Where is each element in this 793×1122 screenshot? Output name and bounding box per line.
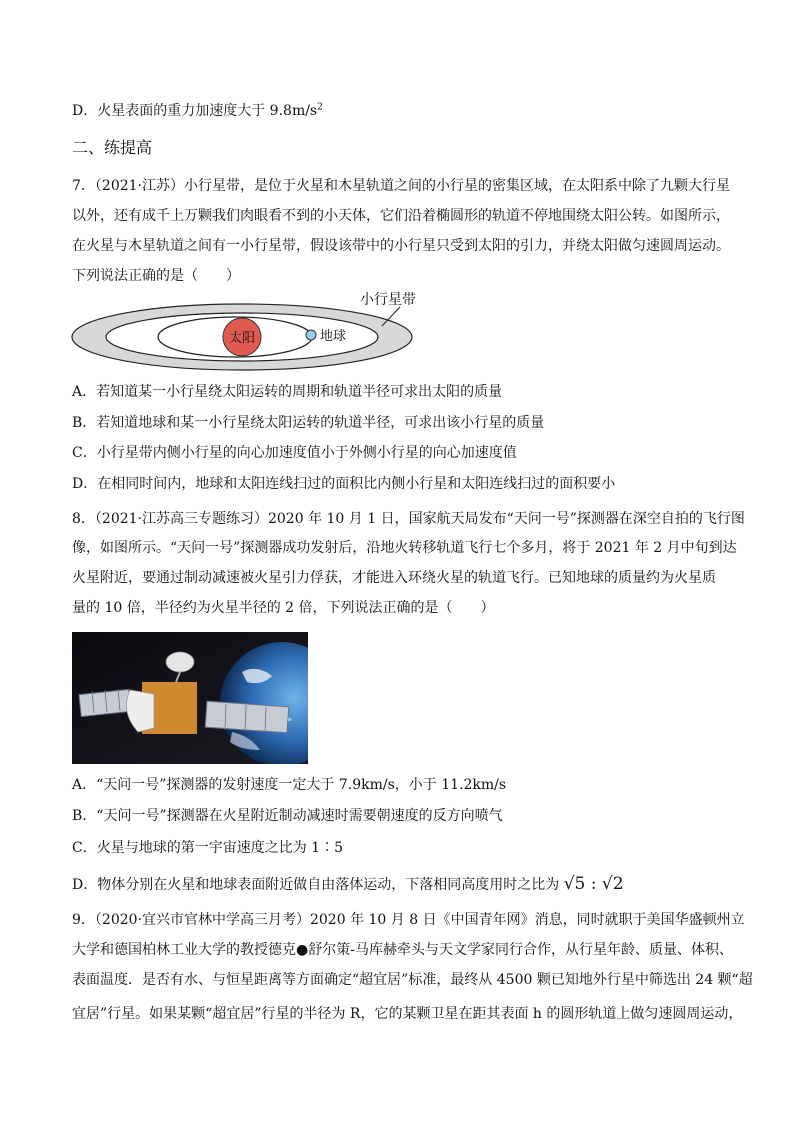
question-7-line: 以外，还有成千上万颗我们肉眼看不到的小天体，它们沿着椭圆形的轨道不停地围绕太阳公转。如图所示， [72, 208, 730, 224]
question-7-option: C．小行星带内侧小行星的向心加速度值小于外侧小行星的向心加速度值 [72, 445, 517, 461]
question-7-line: 下列说法正确的是（ ） [72, 268, 240, 284]
antenna-dish [166, 652, 194, 672]
earth-circle [306, 330, 316, 340]
sun-label: 太阳 [228, 331, 256, 346]
question-9-line: 大学和德国柏林工业大学的教授德克●舒尔策-马库赫牵头与天文学家同行合作，从行星年龄、质量、体积、 [72, 942, 733, 958]
question-8-line: 火星附近，要通过制动减速被火星引力俘获，才能进入环绕火星的轨道飞行。已知地球的质量约为火星质 [72, 570, 716, 586]
section-heading: 二、练提高 [72, 138, 153, 157]
question-9-line: 宜居”行星。如果某颗“超宜居”行星的半径为 R，它的某颗卫星在距其表面 h 的圆形轨道上做匀速圆周运动， [72, 1006, 743, 1022]
asteroid-belt-diagram [70, 290, 420, 374]
tianwen-probe-photo [72, 632, 308, 764]
superscript: 2 [317, 102, 323, 113]
question-8-line: 量的 10 倍，半径约为火星半径的 2 倍，下列说法正确的是（ ） [72, 600, 495, 616]
belt-label: 小行星带 [360, 292, 416, 308]
probe-photo-illustration [72, 632, 308, 764]
question-7-line: 在火星与木星轨道之间有一小行星带，假设该带中的小行星只受到太阳的引力，并绕太阳做匀速圆周运动。 [72, 238, 730, 254]
option-text: D．物体分别在火星和地球表面附近做自由落体运动，下落相同高度用时之比为 [72, 877, 560, 893]
solar-panel-right [205, 701, 289, 733]
question-8-line: 像，如图所示。“天问一号”探测器成功发射后，沿地火转移轨道飞行七个多月，将于 2021 年 2 月中旬到达 [72, 540, 737, 556]
question-7-option: D．在相同时间内，地球和太阳连线扫过的面积比内侧小行星和太阳连线扫过的面积要小 [72, 476, 616, 492]
question-7-option: A．若知道某一小行星绕太阳运转的周期和轨道半径可求出太阳的质量 [72, 384, 503, 400]
question-8-option: C．火星与地球的第一宇宙速度之比为 1∶5 [72, 840, 343, 856]
question-8-option: B．“天问一号”探测器在火星附近制动减速时需要朝速度的反方向喷气 [72, 808, 503, 824]
question-9-line: 9．（2020·宜兴市官林中学高三月考）2020 年 10 月 8 日《中国青年网》消息，同时就职于美国华盛顿州立 [72, 912, 745, 928]
option-text: D．火星表面的重力加速度大于 9.8m/s [72, 103, 318, 119]
question-9-line: 表面温度．是否有水、与恒星距离等方面确定“超宜居”标准，最终从 4500 颗已知地外行星中筛选出 24 颗“超 [72, 972, 753, 988]
question-6-option-d [72, 101, 323, 121]
question-8-option-d [72, 874, 624, 895]
question-7-line: 7．（2021·江苏）小行星带，是位于火星和木星轨道之间的小行星的密集区域，在太阳系中除了九颗大行星 [72, 178, 730, 194]
question-7-option: B．若知道地球和某一小行星绕太阳运转的轨道半径，可求出该小行星的质量 [72, 415, 545, 431]
question-8-line: 8．（2021·江苏高三专题练习）2020 年 10 月 1 日，国家航天局发布“天问一号”探测器在深空自拍的飞行图 [72, 511, 745, 527]
question-8-option: A．“天问一号”探测器的发射速度一定大于 7.9km/s，小于 11.2km/s [72, 777, 507, 793]
time-ratio: √5 : √2 [563, 874, 624, 894]
earth-label: 地球 [320, 329, 347, 344]
